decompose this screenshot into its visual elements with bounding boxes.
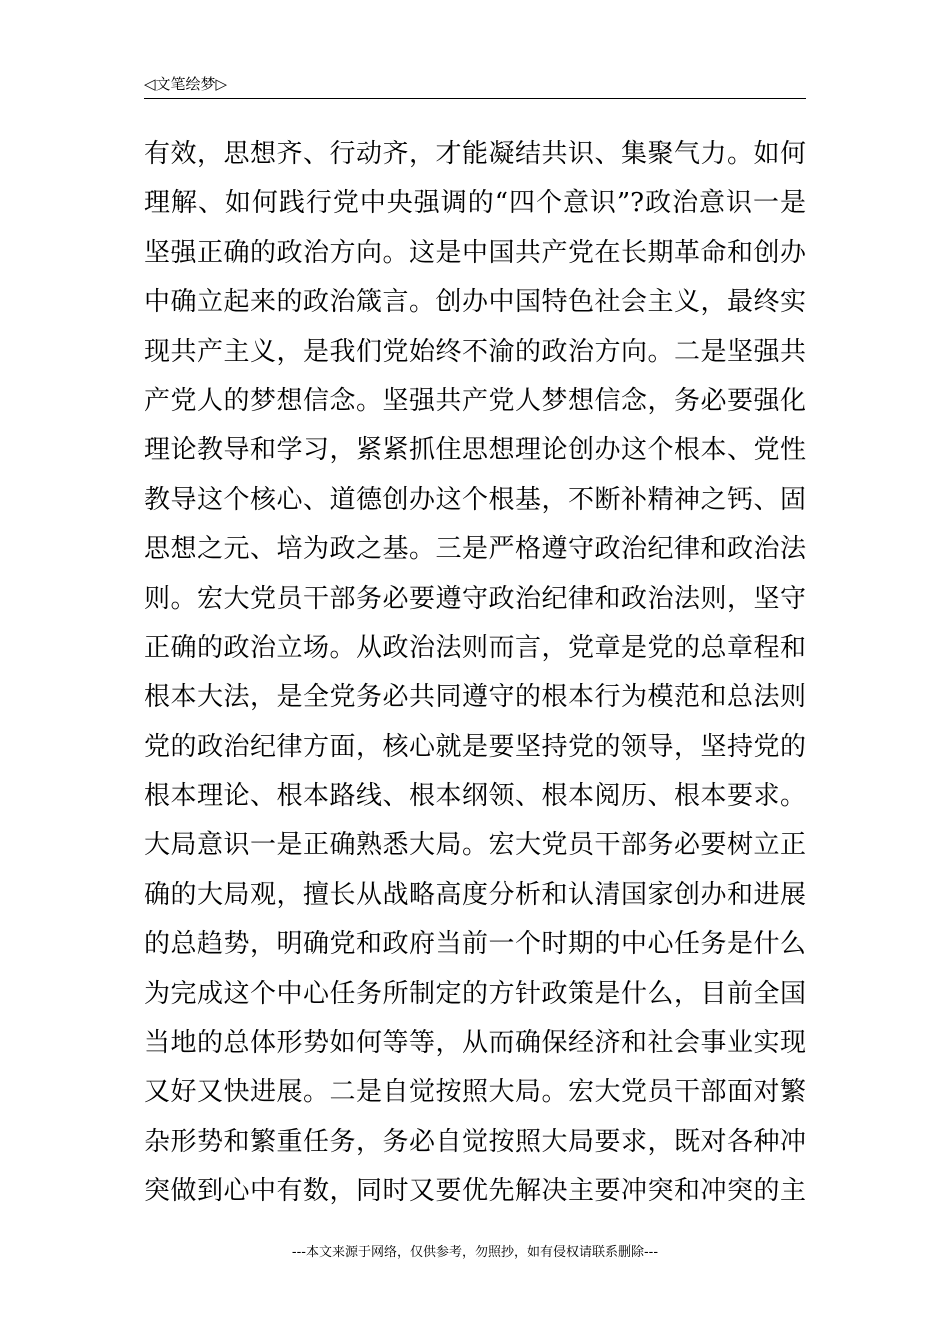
text-line: 确的大局观，擅长从战略高度分析和认清国家创办和进展	[144, 879, 806, 910]
text-line: 理解、如何践行党中央强调的“四个意识”?政治意识一是	[144, 188, 806, 219]
text-line: 有效，思想齐、行动齐，才能凝结共识、集聚气力。如何	[144, 139, 806, 169]
text-line: 教导这个核心、道德创办这个根基，不断补精神之钙、固	[144, 484, 806, 515]
text-line: 根本理论、根本路线、根本纲领、根本阅历、根本要求。	[144, 781, 806, 812]
text-line: 杂形势和繁重任务，务必自觉按照大局要求，既对各种冲	[144, 1126, 806, 1157]
page-header	[144, 74, 806, 99]
text-line: 当地的总体形势如何等等，从而确保经济和社会事业实现	[144, 1028, 806, 1059]
text-line: 大局意识一是正确熟悉大局。宏大党员干部务必要树立正	[144, 830, 806, 861]
text-line: 突做到心中有数，同时又要优先解决主要冲突和冲突的主	[144, 1176, 806, 1207]
text-line: 理论教导和学习，紧紧抓住思想理论创办这个根本、党性	[144, 435, 806, 466]
text-line: 又好又快进展。二是自觉按照大局。宏大党员干部面对繁	[144, 1077, 806, 1108]
text-line: 党的政治纪律方面，核心就是要坚持党的领导，坚持党的	[144, 731, 806, 762]
text-line: 正确的政治立场。从政治法则而言，党章是党的总章程和	[144, 632, 806, 663]
text-line: 根本大法，是全党务必共同遵守的根本行为模范和总法则	[144, 682, 806, 713]
text-line: 中确立起来的政治箴言。创办中国特色社会主义，最终实	[144, 287, 806, 318]
body-text	[144, 130, 806, 1217]
header-title: ◁文笔绘梦▷	[144, 75, 228, 93]
text-line: 为完成这个中心任务所制定的方针政策是什么，目前全国	[144, 978, 806, 1009]
text-line: 坚强正确的政治方向。这是中国共产党在长期革命和创办	[144, 237, 806, 268]
text-line: 产党人的梦想信念。坚强共产党人梦想信念，务必要强化	[144, 385, 806, 416]
text-line: 思想之元、培为政之基。三是严格遵守政治纪律和政治法	[144, 534, 806, 565]
text-line: 的总趋势，明确党和政府当前一个时期的中心任务是什么	[144, 929, 806, 960]
text-line: 现共产主义，是我们党始终不渝的政治方向。二是坚强共	[144, 336, 806, 367]
page-footer: ---本文来源于网络，仅供参考，勿照抄，如有侵权请联系删除---	[291, 1245, 659, 1260]
text-line: 则。宏大党员干部务必要遵守政治纪律和政治法则，坚守	[144, 583, 806, 614]
